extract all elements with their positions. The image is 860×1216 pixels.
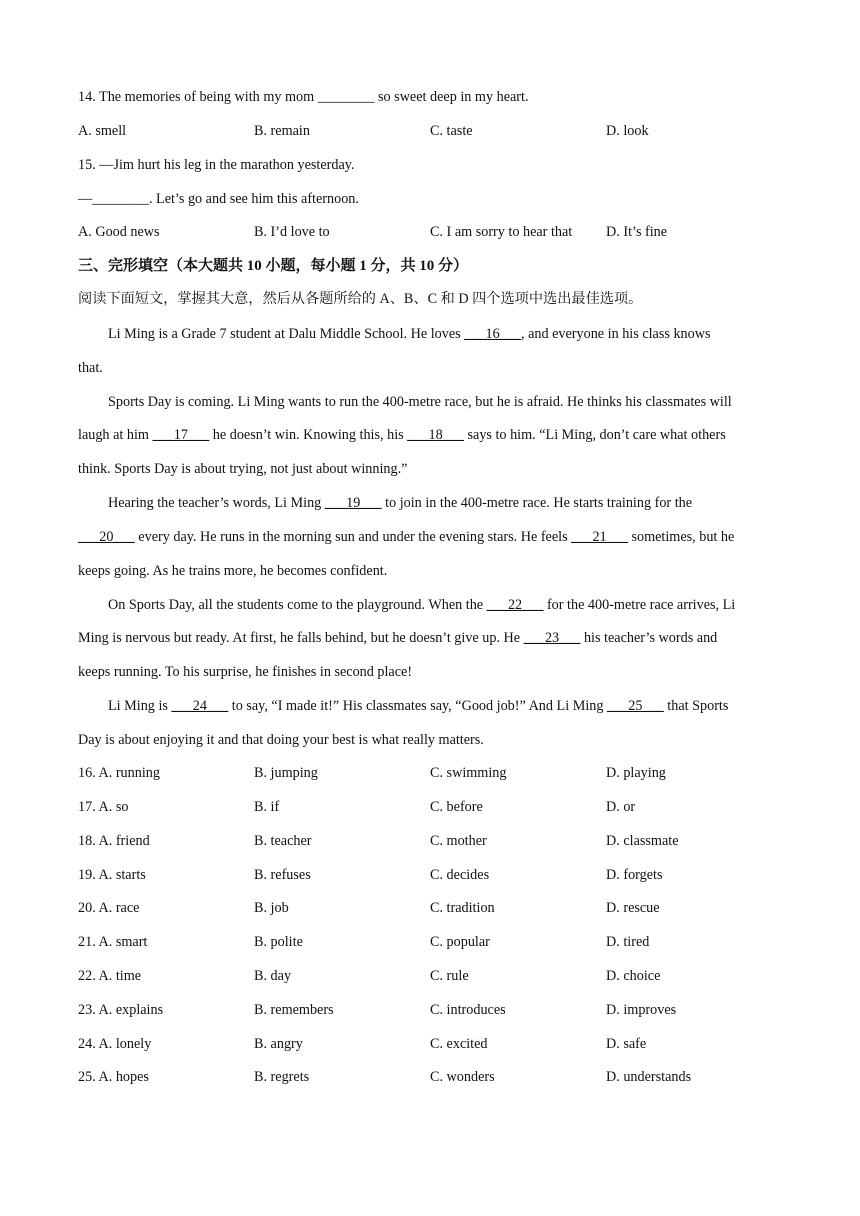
option-c: C. swimming (430, 765, 507, 781)
option-c: C. popular (430, 934, 490, 950)
answer-row-16 (78, 764, 798, 782)
option-a: 24. A. lonely (78, 1036, 152, 1052)
blank-19: ___19___ (324, 495, 382, 511)
option-b: B. jumping (254, 765, 318, 781)
option-a: 22. A. time (78, 968, 142, 984)
option-a: 23. A. explains (78, 1002, 164, 1018)
answer-row-23 (78, 1001, 798, 1019)
question-14-stem: 14. The memories of being with my mom ________ so sweet deep in my heart. (78, 89, 529, 105)
blank-17: ___17___ (152, 427, 210, 443)
option-c: C. rule (430, 968, 469, 984)
option-b: B. teacher (254, 833, 312, 849)
option-a: 21. A. smart (78, 934, 148, 950)
blank-16: ___16___ (464, 326, 521, 342)
option-a: 19. A. starts (78, 867, 146, 883)
option-b: B. if (254, 799, 280, 815)
section-instruction: 阅读下面短文，掌握其大意，然后从各题所给的 A、B、C 和 D 四个选项中选出最佳选项。 (78, 291, 643, 307)
passage-line: Li Ming is a Grade 7 student at Dalu Middle School. He loves ___16___, and everyone in his class knows (108, 326, 711, 342)
option-a: A. smell (78, 123, 127, 139)
option-d: D. It’s fine (606, 224, 668, 240)
section-heading: 三、完形填空（本大题共 10 小题，每小题 1 分，共 10 分） (78, 258, 469, 274)
option-b: B. day (254, 968, 292, 984)
blank-24: ___24___ (171, 698, 229, 714)
passage-line: Li Ming is ___24___ to say, “I made it!” His classmates say, “Good job!” And Li Ming ___25___ that Sports (108, 698, 729, 714)
option-d: D. improves (606, 1002, 677, 1018)
option-c: C. taste (430, 123, 473, 139)
option-d: D. or (606, 799, 636, 815)
option-c: C. wonders (430, 1069, 495, 1085)
passage-line: Hearing the teacher’s words, Li Ming ___19___ to join in the 400-metre race. He starts training for the (108, 495, 693, 511)
passage-line: keeps running. To his surprise, he finishes in second place! (78, 664, 413, 680)
blank-21: ___21___ (571, 529, 628, 545)
option-b: B. polite (254, 934, 303, 950)
option-c: C. excited (430, 1036, 488, 1052)
answer-row-21 (78, 933, 798, 951)
option-b: B. regrets (254, 1069, 310, 1085)
option-d: D. safe (606, 1036, 647, 1052)
option-b: B. remain (254, 123, 310, 139)
option-b: B. I’d love to (254, 224, 330, 240)
option-a: 17. A. so (78, 799, 129, 815)
option-a: A. Good news (78, 224, 160, 240)
passage-line: ___20___ every day. He runs in the morning sun and under the evening stars. He feels ___21___ sometimes, but he (78, 529, 735, 545)
option-c: C. introduces (430, 1002, 506, 1018)
option-b: B. job (254, 900, 289, 916)
option-c: C. I am sorry to hear that (430, 224, 573, 240)
blank-20: ___20___ (78, 529, 135, 545)
option-d: D. rescue (606, 900, 660, 916)
option-d: D. classmate (606, 833, 679, 849)
option-b: B. refuses (254, 867, 311, 883)
question-14-options (78, 122, 798, 140)
passage-line: laugh at him ___17___ he doesn’t win. Knowing this, his ___18___ says to him. “Li Ming, don’t care what others (78, 427, 726, 443)
passage-line: Day is about enjoying it and that doing your best is what really matters. (78, 732, 484, 748)
option-c: C. tradition (430, 900, 495, 916)
answer-row-25 (78, 1068, 798, 1086)
blank-25: ___25___ (607, 698, 664, 714)
option-d: D. forgets (606, 867, 663, 883)
answer-row-24 (78, 1035, 798, 1053)
passage-line: On Sports Day, all the students come to the playground. When the ___22___ for the 400-metre race arrives, Li (108, 597, 736, 613)
option-a: 20. A. race (78, 900, 140, 916)
answer-row-22 (78, 967, 798, 985)
option-a: 16. A. running (78, 765, 160, 781)
answer-row-17 (78, 798, 798, 816)
question-15-stem: 15. —Jim hurt his leg in the marathon yesterday. (78, 157, 355, 173)
option-d: D. look (606, 123, 649, 139)
option-d: D. choice (606, 968, 661, 984)
question-15-reply: —________. Let’s go and see him this afternoon. (78, 191, 359, 207)
answer-row-19 (78, 866, 798, 884)
option-d: D. tired (606, 934, 650, 950)
option-d: D. understands (606, 1069, 692, 1085)
passage-line: Ming is nervous but ready. At first, he falls behind, but he doesn’t give up. He ___23___ his teacher’s words and (78, 630, 718, 646)
option-b: B. remembers (254, 1002, 334, 1018)
option-c: C. before (430, 799, 483, 815)
blank-23: ___23___ (523, 630, 581, 646)
answer-row-20 (78, 899, 798, 917)
option-c: C. mother (430, 833, 487, 849)
option-a: 25. A. hopes (78, 1069, 149, 1085)
option-d: D. playing (606, 765, 666, 781)
option-c: C. decides (430, 867, 490, 883)
passage-line: keeps going. As he trains more, he becomes confident. (78, 563, 388, 579)
blank-22: ___22___ (486, 597, 544, 613)
blank-18: ___18___ (407, 427, 464, 443)
question-15-options (78, 223, 798, 241)
option-a: 18. A. friend (78, 833, 150, 849)
option-b: B. angry (254, 1036, 303, 1052)
passage-line: think. Sports Day is about trying, not just about winning.” (78, 461, 408, 477)
passage-line: that. (78, 360, 103, 376)
passage-line: Sports Day is coming. Li Ming wants to run the 400-metre race, but he is afraid. He thinks his classmates will (108, 394, 732, 410)
answer-row-18 (78, 832, 798, 850)
